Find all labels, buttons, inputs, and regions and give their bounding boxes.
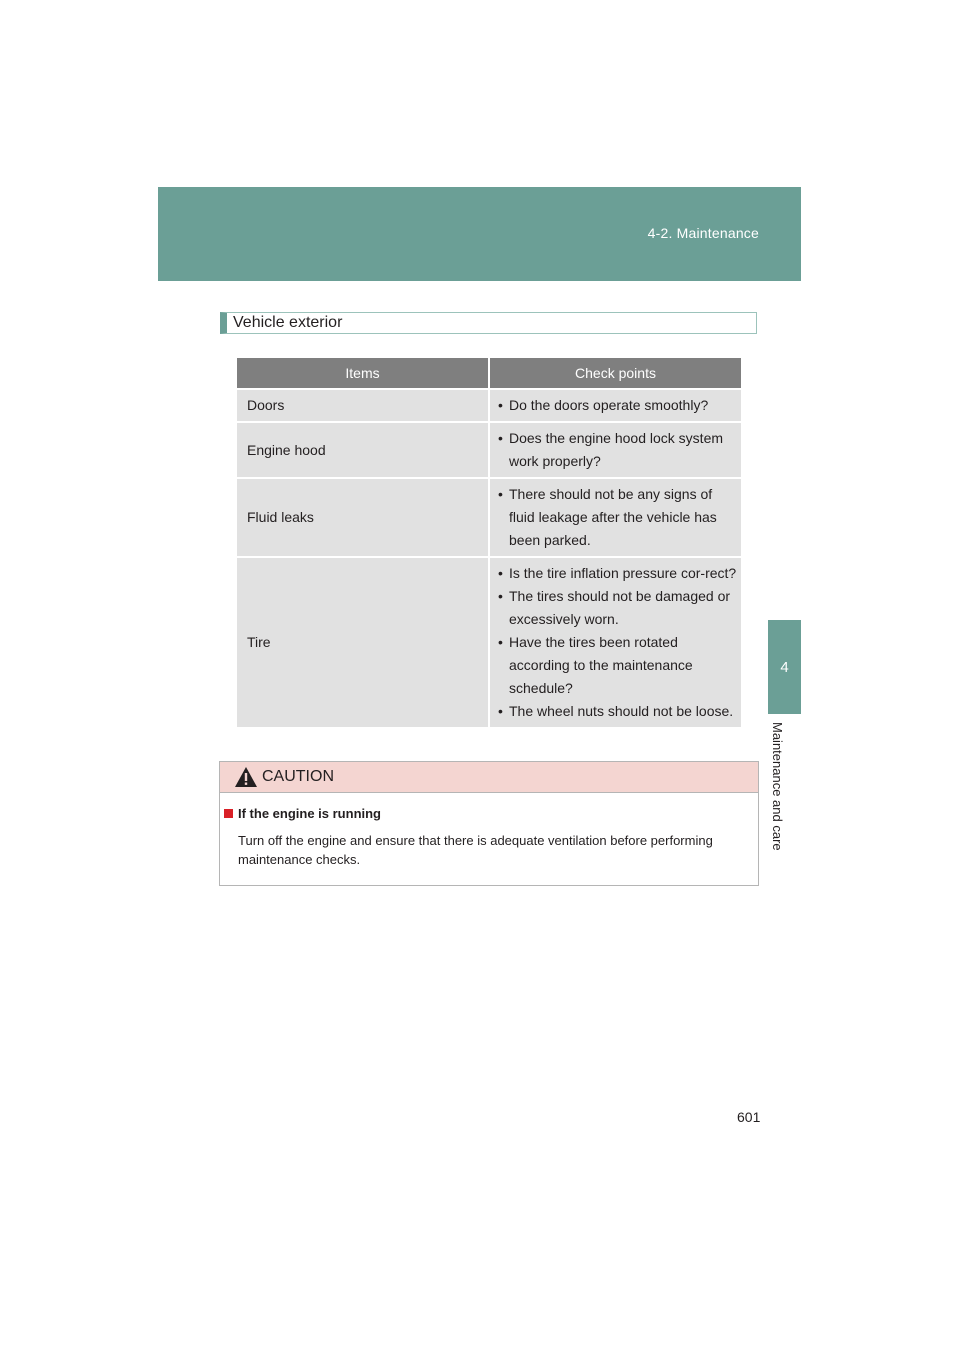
- list-item: • Is the tire inflation pressure cor-rect?: [498, 562, 739, 585]
- caution-subheading: If the engine is running: [224, 806, 381, 821]
- table-row: [237, 478, 741, 557]
- table-header-row: [237, 358, 741, 389]
- caution-box: [219, 761, 759, 886]
- column-header-check-points: Check points: [489, 358, 741, 389]
- check-points-cell: [489, 422, 741, 478]
- chapter-number: 4: [780, 658, 789, 676]
- section-breadcrumb: 4-2. Maintenance: [647, 225, 759, 241]
- check-points-cell: [489, 478, 741, 557]
- item-cell: Fluid leaks: [237, 478, 489, 557]
- bullet-icon: •: [498, 486, 503, 502]
- caution-text: Turn off the engine and ensure that there is adequate ventilation before performing maintenance checks.: [238, 833, 713, 867]
- table-row: [237, 422, 741, 478]
- check-points-cell: [489, 389, 741, 422]
- list-item: • Have the tires been rotated according to the maintenance schedule?: [498, 631, 739, 700]
- list-item: • Does the engine hood lock system work properly?: [498, 427, 739, 473]
- check-points-cell: [489, 557, 741, 727]
- bullet-icon: •: [498, 588, 503, 604]
- warning-triangle-icon: [234, 766, 258, 788]
- bullet-icon: •: [498, 430, 503, 446]
- list-item: • The wheel nuts should not be loose.: [498, 700, 739, 723]
- list-item: • Do the doors operate smoothly?: [498, 394, 739, 417]
- page-number: 601: [737, 1109, 761, 1125]
- caution-header: [220, 762, 758, 793]
- section-heading: [220, 312, 757, 334]
- caution-title: CAUTION: [262, 768, 334, 785]
- bullet-icon: •: [498, 397, 503, 413]
- item-cell: Engine hood: [237, 422, 489, 478]
- header-band: [158, 187, 801, 281]
- section-title: Vehicle exterior: [233, 314, 343, 331]
- red-square-icon: [224, 809, 233, 818]
- list-item: • There should not be any signs of fluid leakage after the vehicle has been parked.: [498, 483, 739, 552]
- item-cell: Tire: [237, 557, 489, 727]
- bullet-icon: •: [498, 634, 503, 650]
- chapter-tab[interactable]: [768, 620, 801, 714]
- bullet-icon: •: [498, 565, 503, 581]
- table-row: [237, 557, 741, 727]
- table-row: [237, 389, 741, 422]
- chapter-title: Maintenance and care: [770, 722, 785, 851]
- check-table: [237, 358, 741, 727]
- bullet-icon: •: [498, 703, 503, 719]
- item-cell: Doors: [237, 389, 489, 422]
- column-header-items: Items: [237, 358, 489, 389]
- list-item: • The tires should not be damaged or excessively worn.: [498, 585, 739, 631]
